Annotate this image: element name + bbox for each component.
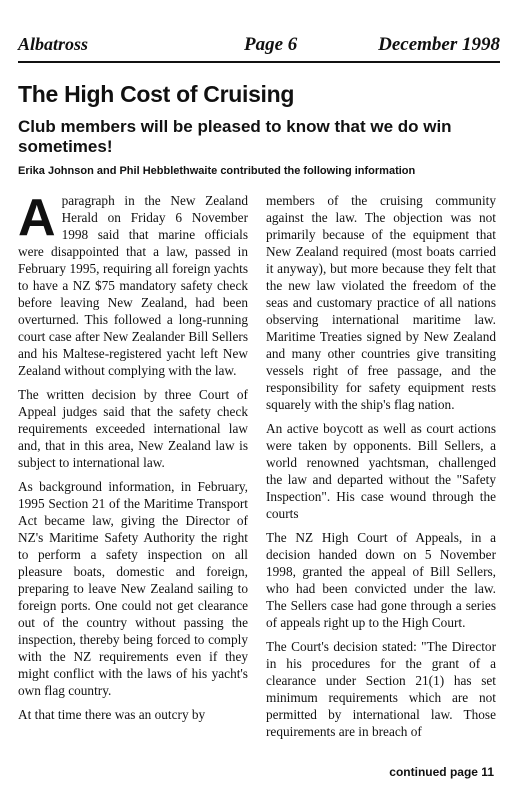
paragraph xyxy=(18,189,248,379)
paragraph: The written decision by three Court of Appeal judges said that the safety check requirements exceeded international law and, that in this area, New Zealand law is subject to international law. xyxy=(18,387,248,470)
right-column xyxy=(266,192,496,747)
header-rule xyxy=(18,61,500,63)
continued-link[interactable]: continued page 11 xyxy=(389,765,494,779)
page-header xyxy=(18,34,500,56)
paragraph: The NZ High Court of Appeals, in a decision handed down on 5 November 1998, granted the appeal of Bill Sellers, who had been convicted under the law. The Sellers case had gone through a series of appeals right up to the High Court. xyxy=(266,530,496,630)
article-title: The High Cost of Cruising xyxy=(18,81,295,107)
article-byline: Erika Johnson and Phil Hebblethwaite contributed the following information xyxy=(18,165,416,177)
left-column xyxy=(18,189,248,730)
paragraph: At that time there was an outcry by xyxy=(18,707,206,722)
paragraph: members of the cruising community against the law. The objection was not primarily because of the equipment that New Zealand required (most boats carried it anyway), but more because they felt that the new law violated the freedom of the seas and customary practice of all nations observing international maritime law. Maritime Treaties signed by New Zealand and many other countries give transiting vessels right of free passage, and the responsibility for safety equipment rests squarely with the ship's flag nation. xyxy=(266,193,496,412)
drop-cap: A xyxy=(18,189,56,247)
page-number: Page 6 xyxy=(244,34,298,55)
paragraph-text: paragraph in the New Zealand Herald on Friday 6 November 1998 said that marine officials were disappointed that a law, passed in February 1995, requiring all foreign yachts to have a NZ $75 mandatory safety check before leaving New Zealand, had been overturned. This followed a long-running court case after New Zealander Bill Sellers and his Maltese-registered yacht left New Zealand without complying with the law. xyxy=(18,193,248,378)
paragraph: The Court's decision stated: "The Director in his procedures for the grant of a clearance under Section 21(1) has set minimum requirements which are not permitted by international law. Those requirements are in breach of xyxy=(266,639,496,739)
publication-name: Albatross xyxy=(18,34,89,54)
issue-date: December 1998 xyxy=(378,34,500,55)
paragraph: As background information, in February, 1995 Section 21 of the Maritime Transport Act became law, giving the Director of NZ's Maritime Safety Authority the right to perform a safety inspection on all pleasure boats, domestic and foreign, preparing to leave New Zealand sailing to foreign ports. One could not get clearance out of the country without passing the inspection, thereby being forced to comply with the NZ requirements even if they might conflict with the laws of his yacht's own flag country. xyxy=(18,479,248,698)
paragraph: An active boycott as well as court actions were taken by opponents. Bill Sellers, a world renowned yachtsman, challenged the law and departed without the "Safety Inspection". His case wound through the courts xyxy=(266,421,496,521)
article-subtitle: Club members will be pleased to know that we do win sometimes! xyxy=(18,117,452,156)
